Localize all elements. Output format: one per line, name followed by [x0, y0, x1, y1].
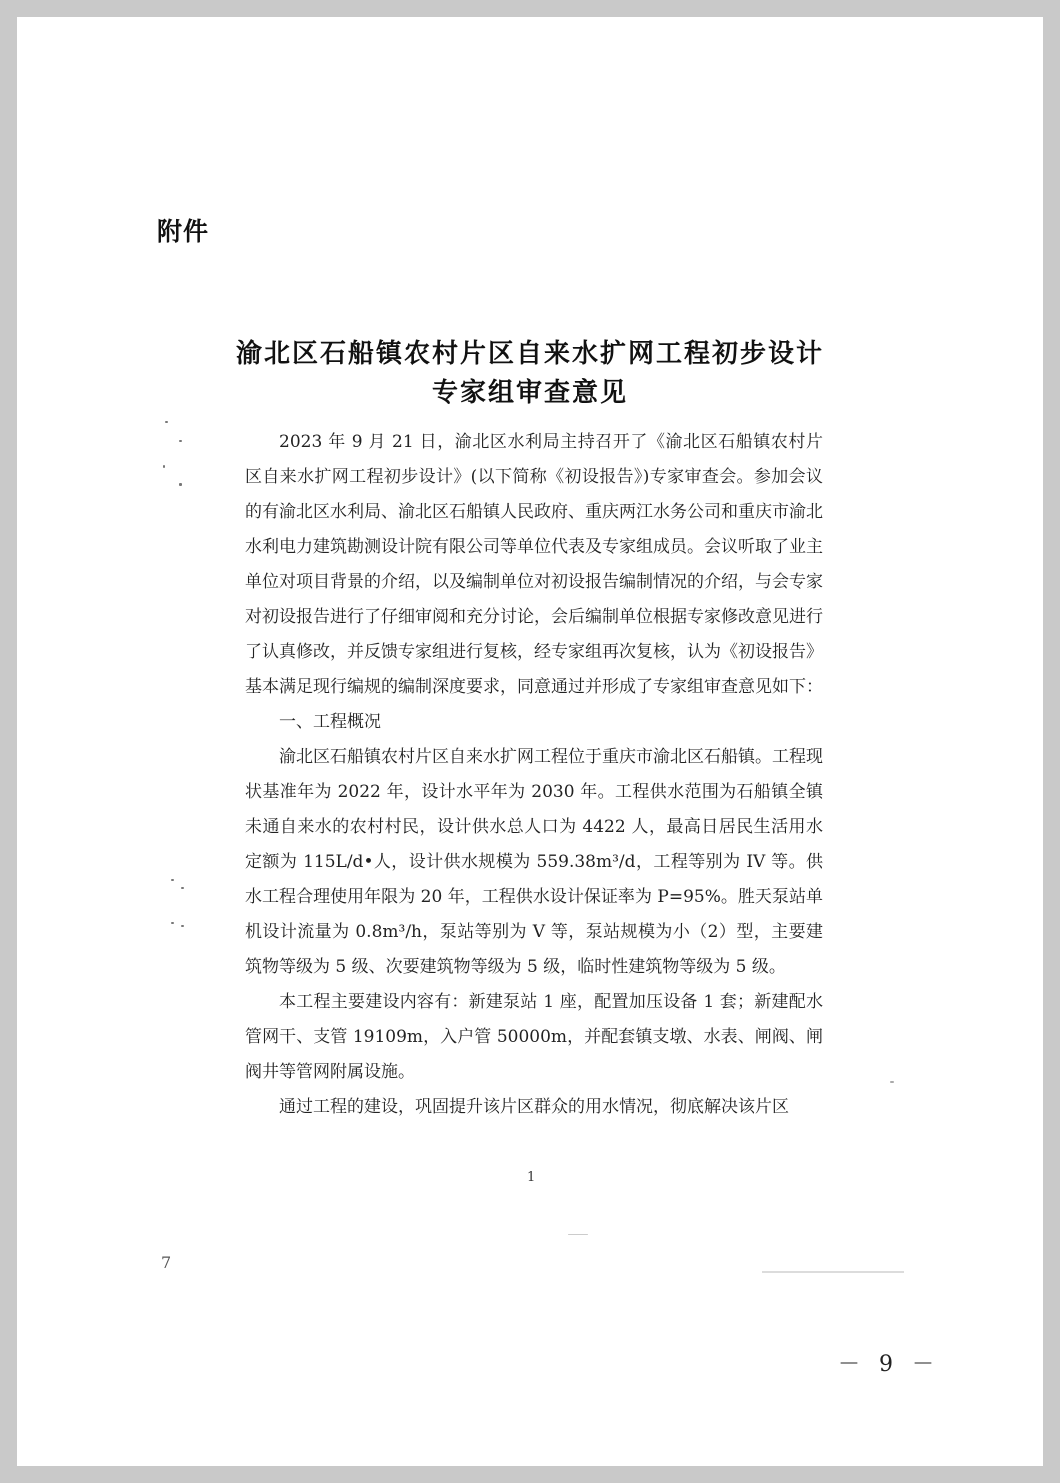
scan-speck [568, 1234, 588, 1235]
scan-speck [165, 421, 168, 423]
paragraph-construction-content: 本工程主要建设内容有：新建泵站 1 座，配置加压设备 1 套；新建配水管网干、支管 19109m，入户管 50000m，并配套镇支墩、水表、闸阀、闸阀井等管网附属设施。 [245, 992, 823, 1082]
scan-speck [171, 922, 174, 924]
document-page [17, 17, 1043, 1466]
inner-page-number: 1 [527, 1170, 536, 1185]
scan-speck [181, 925, 184, 927]
scan-speck [179, 440, 182, 442]
document-page-number: － 9 － [838, 1352, 940, 1377]
scan-speck [179, 483, 182, 486]
paragraph-project-benefit: 通过工程的建设，巩固提升该片区群众的用水情况，彻底解决该片区 [279, 1097, 789, 1117]
scan-speck [181, 887, 184, 889]
scan-artifact-line [762, 1271, 904, 1273]
margin-mark: 7 [161, 1253, 172, 1272]
scan-speck [171, 879, 174, 881]
scan-speck [890, 1081, 894, 1083]
attachment-label: 附件 [157, 217, 210, 246]
document-title-line2: 专家组审查意见 [431, 378, 628, 408]
paragraph-meeting-summary: 2023 年 9 月 21 日，渝北区水利局主持召开了《渝北区石船镇农村片区自来水扩网工程初步设计》(以下简称《初设报告》)专家审查会。参加会议的有渝北区水利局、渝北区石船镇人民政府、重庆两江水务公司和重庆市渝北水利电力建筑勘测设计院有限公司等单位代表及专家组成员。会议听取了业主单位对项目背景的介绍，以及编制单位对初设报告编制情况的介绍，与会专家对初设报告进行了仔细审阅和充分讨论，会后编制单位根据专家修改意见进行了认真修改，并反馈专家组进行复核，经专家组再次复核，认为《初设报告》基本满足现行编规的编制深度要求，同意通过并形成了专家组审查意见如下： [245, 432, 823, 697]
scan-speck [163, 465, 165, 468]
document-body [245, 425, 823, 1125]
section-heading-project-overview: 一、工程概况 [279, 712, 381, 732]
paragraph-project-overview: 渝北区石船镇农村片区自来水扩网工程位于重庆市渝北区石船镇。工程现状基准年为 2022 年，设计水平年为 2030 年。工程供水范围为石船镇全镇未通自来水的农村村民，设计供水总人口为 4422 人，最高日居民生活用水定额为 115L/d•人，设计供水规模为 559.38m³/d，工程等别为 IV 等。供水工程合理使用年限为 20 年，工程供水设计保证率为 P=95%。胜天泵站单机设计流量为 0.8m³/h，泵站等别为 V 等，泵站规模为小（2）型，主要建筑物等级为 5 级、次要建筑物等级为 5 级，临时性建筑物等级为 5 级。 [245, 747, 823, 977]
document-title-line1: 渝北区石船镇农村片区自来水扩网工程初步设计 [235, 339, 824, 369]
